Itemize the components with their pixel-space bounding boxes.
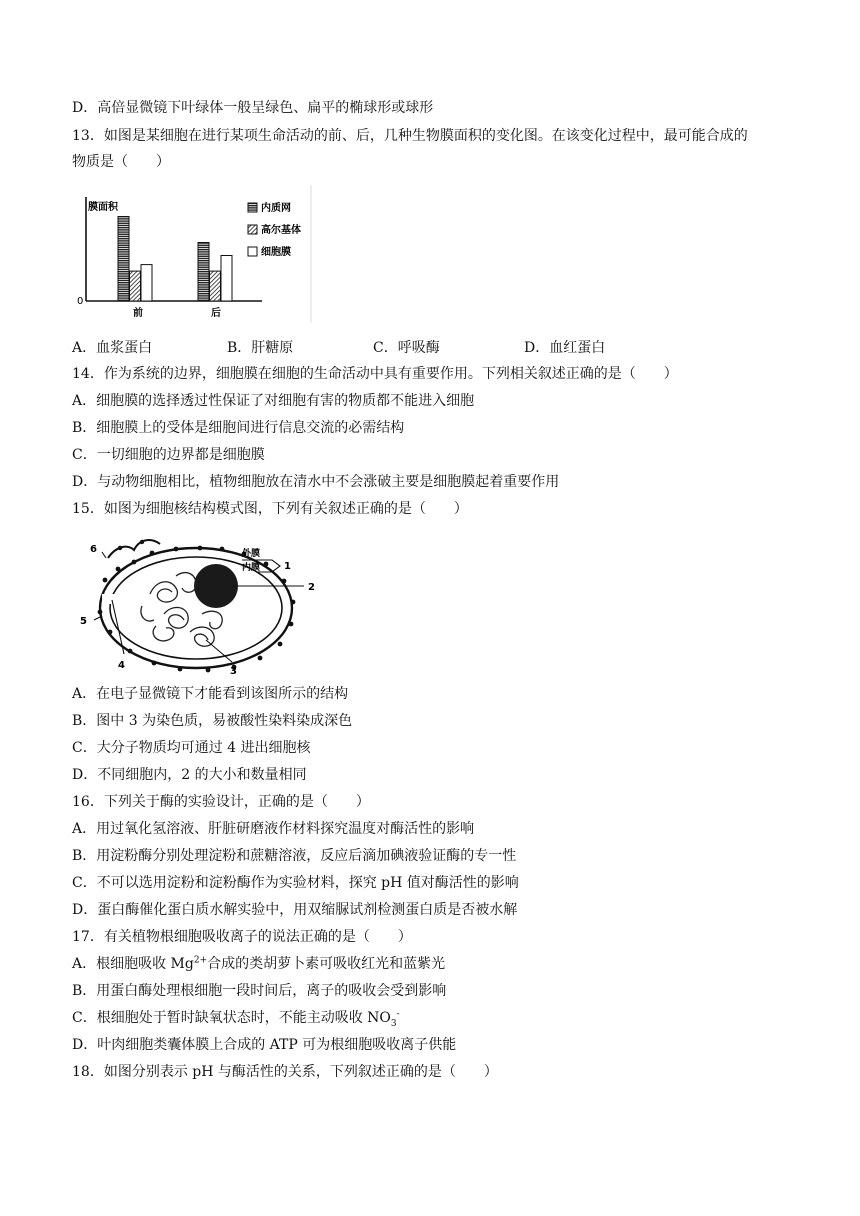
label-inner-membrane: 内膜 — [242, 563, 261, 573]
nitrate-charge: - — [396, 1009, 400, 1020]
q17-option-c — [72, 1008, 400, 1028]
legend-swatch-er — [248, 203, 257, 212]
legend-swatch-golgi — [248, 225, 257, 234]
bar-er-before — [118, 217, 129, 302]
q15-option-c: C．大分子物质均可通过 4 进出细胞核 — [72, 740, 311, 756]
q16-stem: 16．下列关于酶的实验设计，正确的是（ ） — [72, 794, 370, 810]
q14-option-c: C．一切细胞的边界都是细胞膜 — [72, 447, 265, 463]
q17-option-a-text-1: A．根细胞吸收 Mg — [72, 956, 194, 972]
q14-option-a: A．细胞膜的选择透过性保证了对细胞有害的物质都不能进入细胞 — [72, 393, 475, 409]
label-1: 1 — [284, 561, 291, 572]
nucleus-diagram — [72, 536, 324, 676]
bar-er-after — [198, 243, 209, 302]
label-2: 2 — [308, 582, 315, 593]
category-label-before: 前 — [133, 308, 143, 319]
q13-stem-line2: 物质是（ ） — [72, 154, 170, 170]
label-4: 4 — [118, 660, 125, 671]
nuclear-pore — [102, 594, 116, 604]
legend-label-cell-membrane: 细胞膜 — [261, 247, 291, 258]
bar-cell-membrane-before — [141, 265, 152, 301]
q13-stem-line1: 13．如图是某细胞在进行某项生命活动的前、后，几种生物膜面积的变化图。在该变化过程中，最可能合成的 — [72, 128, 748, 144]
legend-swatch-cell-membrane — [248, 247, 257, 256]
q17-option-a — [72, 954, 445, 974]
ribosome-dots — [98, 546, 296, 673]
legend-label-golgi: 高尔基体 — [261, 225, 301, 236]
q14-option-b: B．细胞膜上的受体是细胞间进行信息交流的必需结构 — [72, 420, 405, 436]
q16-option-a: A．用过氧化氢溶液、肝脏研磨液作材料探究温度对酶活性的影响 — [72, 821, 475, 837]
bar-golgi-before — [130, 271, 141, 301]
q13-option-b: B．肝糖原 — [227, 340, 294, 356]
q17-stem: 17．有关植物根细胞吸收离子的说法正确的是（ ） — [72, 929, 412, 945]
q17-option-d: D．叶肉细胞类囊体膜上合成的 ATP 可为根细胞吸收离子供能 — [72, 1037, 457, 1053]
bar-golgi-after — [210, 271, 221, 301]
q13-option-d: D．血红蛋白 — [524, 340, 606, 356]
membrane-area-chart-svg — [72, 183, 312, 325]
q17-option-c-text: C．根细胞处于暂时缺氧状态时，不能主动吸收 NO — [72, 1010, 391, 1026]
label-5: 5 — [80, 616, 87, 627]
mg-charge: 2+ — [193, 955, 208, 966]
q13-option-a: A．血浆蛋白 — [72, 340, 153, 356]
nucleus-diagram-svg — [72, 536, 324, 676]
label-6: 6 — [90, 544, 97, 555]
q15-stem: 15．如图为细胞核结构模式图，下列有关叙述正确的是（ ） — [72, 501, 468, 517]
membrane-area-chart — [72, 183, 312, 325]
q16-option-b: B．用淀粉酶分别处理淀粉和蔗糖溶液，反应后滴加碘液验证酶的专一性 — [72, 848, 517, 864]
q12-option-d: D．高倍显微镜下叶绿体一般呈绿色、扁平的椭球形或球形 — [72, 100, 434, 116]
y-axis-label: 膜面积 — [88, 202, 118, 213]
q18-stem: 18．如图分别表示 pH 与酶活性的关系，下列叙述正确的是（ ） — [72, 1064, 498, 1080]
q16-option-d: D．蛋白酶催化蛋白质水解实验中，用双缩脲试剂检测蛋白质是否被水解 — [72, 902, 518, 918]
q13-option-c: C．呼吸酶 — [373, 340, 440, 356]
label-outer-membrane: 外膜 — [242, 549, 261, 559]
legend-label-er: 内质网 — [261, 203, 291, 214]
q17-option-b: B．用蛋白酶处理根细胞一段时间后，离子的吸收会受到影响 — [72, 983, 447, 999]
q15-option-d: D．不同细胞内，2 的大小和数量相同 — [72, 767, 307, 783]
nitrate-subscript: 3 — [390, 1018, 397, 1029]
q15-option-a: A．在电子显微镜下才能看到该图所示的结构 — [72, 686, 349, 702]
q15-option-b: B．图中 3 为染色质，易被酸性染料染成深色 — [72, 713, 353, 729]
q16-option-c: C．不可以选用淀粉和淀粉酶作为实验材料，探究 pH 值对酶活性的影响 — [72, 875, 519, 891]
q17-option-a-text-2: 合成的类胡萝卜素可吸收红光和蓝紫光 — [207, 956, 446, 972]
q13-options — [72, 338, 772, 358]
origin-label: 0 — [77, 296, 84, 307]
label-3: 3 — [230, 666, 237, 676]
q14-option-d: D．与动物细胞相比，植物细胞放在清水中不会涨破主要是细胞膜起着重要作用 — [72, 474, 560, 490]
nucleolus — [194, 564, 238, 608]
bar-cell-membrane-after — [221, 256, 232, 302]
q14-stem: 14．作为系统的边界，细胞膜在细胞的生命活动中具有重要作用。下列相关叙述正确的是（ ） — [72, 366, 678, 382]
category-label-after: 后 — [211, 308, 221, 319]
